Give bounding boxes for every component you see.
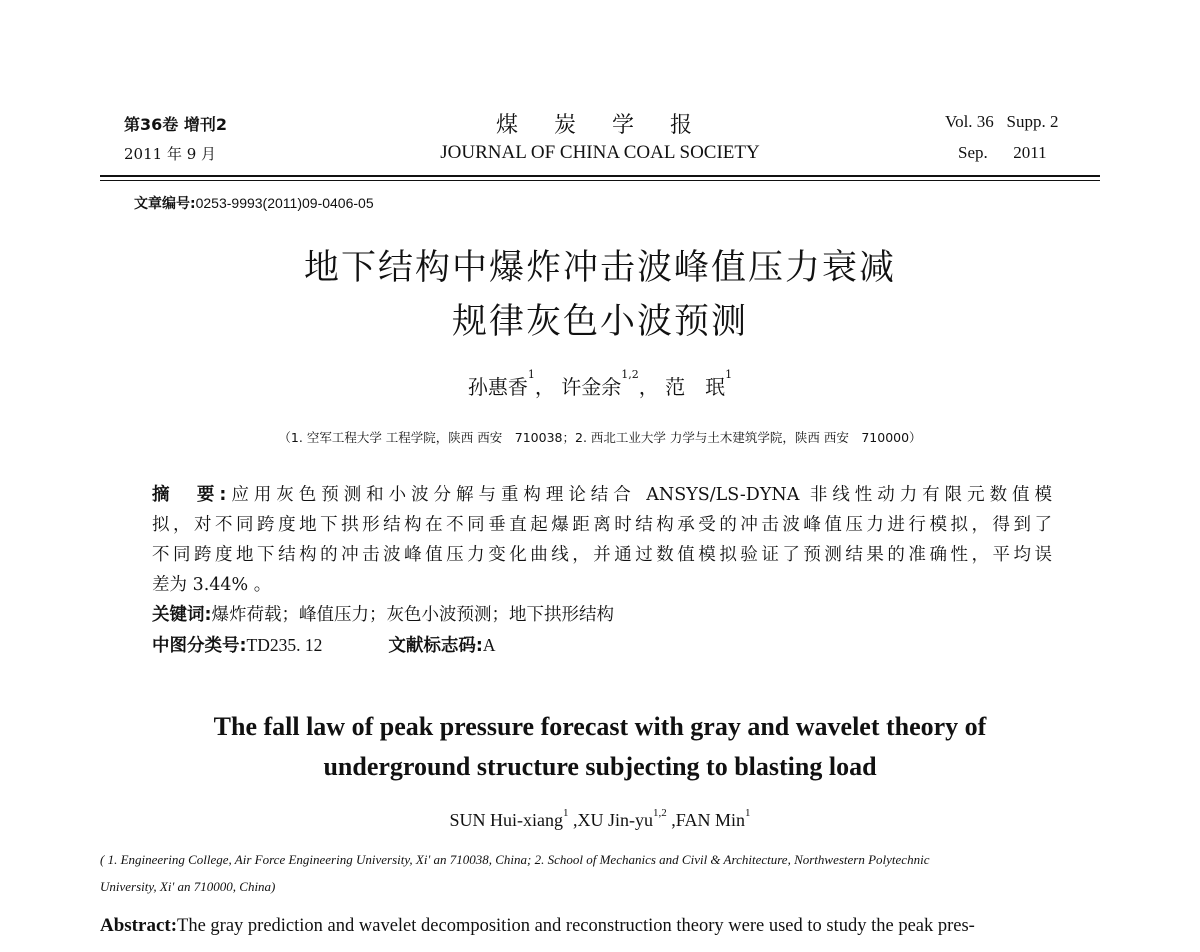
article-number — [134, 193, 374, 213]
doc-code-value: A — [482, 635, 496, 655]
title-cn-line2: 规律灰色小波预测 — [451, 302, 748, 342]
keywords-cn-label: 关键词: — [152, 605, 212, 625]
abstract-cn-text: 应用灰色预测和小波分解与重构理论结合 ANSYS/LS-DYNA 非线性动力有限元数值模 — [226, 485, 1053, 505]
abstract-cn — [152, 480, 1052, 661]
title-cn-line1: 地下结构中爆炸冲击波峰值压力衰减 — [303, 248, 896, 288]
abstract-en — [100, 915, 1100, 937]
author-separator: , — [568, 810, 578, 830]
issue-date: 2011 年 9 月 — [124, 145, 217, 163]
abstract-en-label: Abstract: — [100, 915, 178, 936]
author-separator: , — [666, 810, 676, 830]
journal-title-en: JOURNAL OF CHINA COAL SOCIETY — [440, 142, 760, 163]
keywords-cn — [152, 600, 1052, 630]
author-en-affil: 1,2 — [653, 807, 667, 819]
author-en-affil: 1 — [563, 807, 569, 819]
author-en: XU Jin-yu — [577, 810, 654, 830]
affiliation-cn: （1. 空军工程大学 工程学院，陕西 西安 710038；2. 西北工业大学 力学与土木建筑学院，陕西 西安 710000） — [278, 430, 922, 445]
abstract-cn-line — [152, 480, 1052, 510]
author-en: SUN Hui-xiang — [449, 810, 564, 830]
author-cn: 孙惠香 — [467, 375, 528, 399]
classification-label: 中图分类号: — [152, 636, 247, 656]
affiliation-en-line2: University, Xi' an 710000, China) — [100, 879, 276, 894]
abstract-cn-label: 摘 要: — [152, 485, 227, 505]
author-cn-affil: 1 — [527, 368, 535, 381]
volume-issue: 第36卷 增刊2 — [124, 115, 227, 134]
authors-en — [0, 807, 1200, 831]
title-en-line2: underground structure subjecting to blasting load — [323, 752, 877, 781]
classification-line — [152, 630, 1052, 661]
author-cn-affil: 1 — [725, 368, 733, 381]
header-rule-thick — [100, 175, 1100, 177]
abstract-en-text: The gray prediction and wavelet decomposition and reconstruction theory were used to study the peak pres- — [177, 916, 975, 936]
date-en: Sep. 2011 — [958, 143, 1047, 162]
title-en-line1: The fall law of peak pressure forecast with gray and wavelet theory of — [213, 712, 987, 741]
author-separator: ， — [638, 375, 659, 399]
abstract-cn-line: 不同跨度地下结构的冲击波峰值压力变化曲线，并通过数值模拟验证了预测结果的准确性，平均误 — [152, 545, 1052, 565]
header-rule-thin — [100, 180, 1100, 181]
author-en: FAN Min — [675, 810, 745, 830]
author-cn: 范 珉 — [665, 375, 726, 399]
author-cn-affil: 1,2 — [621, 368, 639, 381]
title-en — [0, 707, 1200, 787]
volume-supp-en: Vol. 36 Supp. 2 — [945, 112, 1059, 131]
author-separator: ， — [534, 375, 555, 399]
journal-title-cn: 煤炭学报 — [496, 113, 729, 138]
abstract-cn-line: 差为 3.44% 。 — [152, 575, 272, 595]
article-number-label: 文章编号: — [134, 196, 196, 212]
abstract-cn-line: 拟，对不同跨度地下拱形结构在不同垂直起爆距离时结构承受的冲击波峰值压力进行模拟，得到了 — [152, 515, 1052, 535]
classification-value: TD235. 12 — [246, 635, 323, 655]
article-number-value: 0253-9993(2011)09-0406-05 — [195, 195, 374, 211]
title-cn — [0, 241, 1200, 349]
doc-code-label: 文献标志码: — [388, 636, 483, 656]
authors-cn — [0, 368, 1200, 400]
author-en-affil: 1 — [744, 807, 751, 819]
author-cn: 许金余 — [561, 375, 622, 399]
affiliation-en — [100, 846, 1100, 900]
keywords-cn-value: 爆炸荷载；峰值压力；灰色小波预测；地下拱形结构 — [211, 605, 614, 625]
affiliation-en-line1: ( 1. Engineering College, Air Force Engineering University, Xi' an 710038, China; 2. School of Mechanics and Civil & Architecture, Northwestern Polytechnic — [100, 852, 930, 867]
